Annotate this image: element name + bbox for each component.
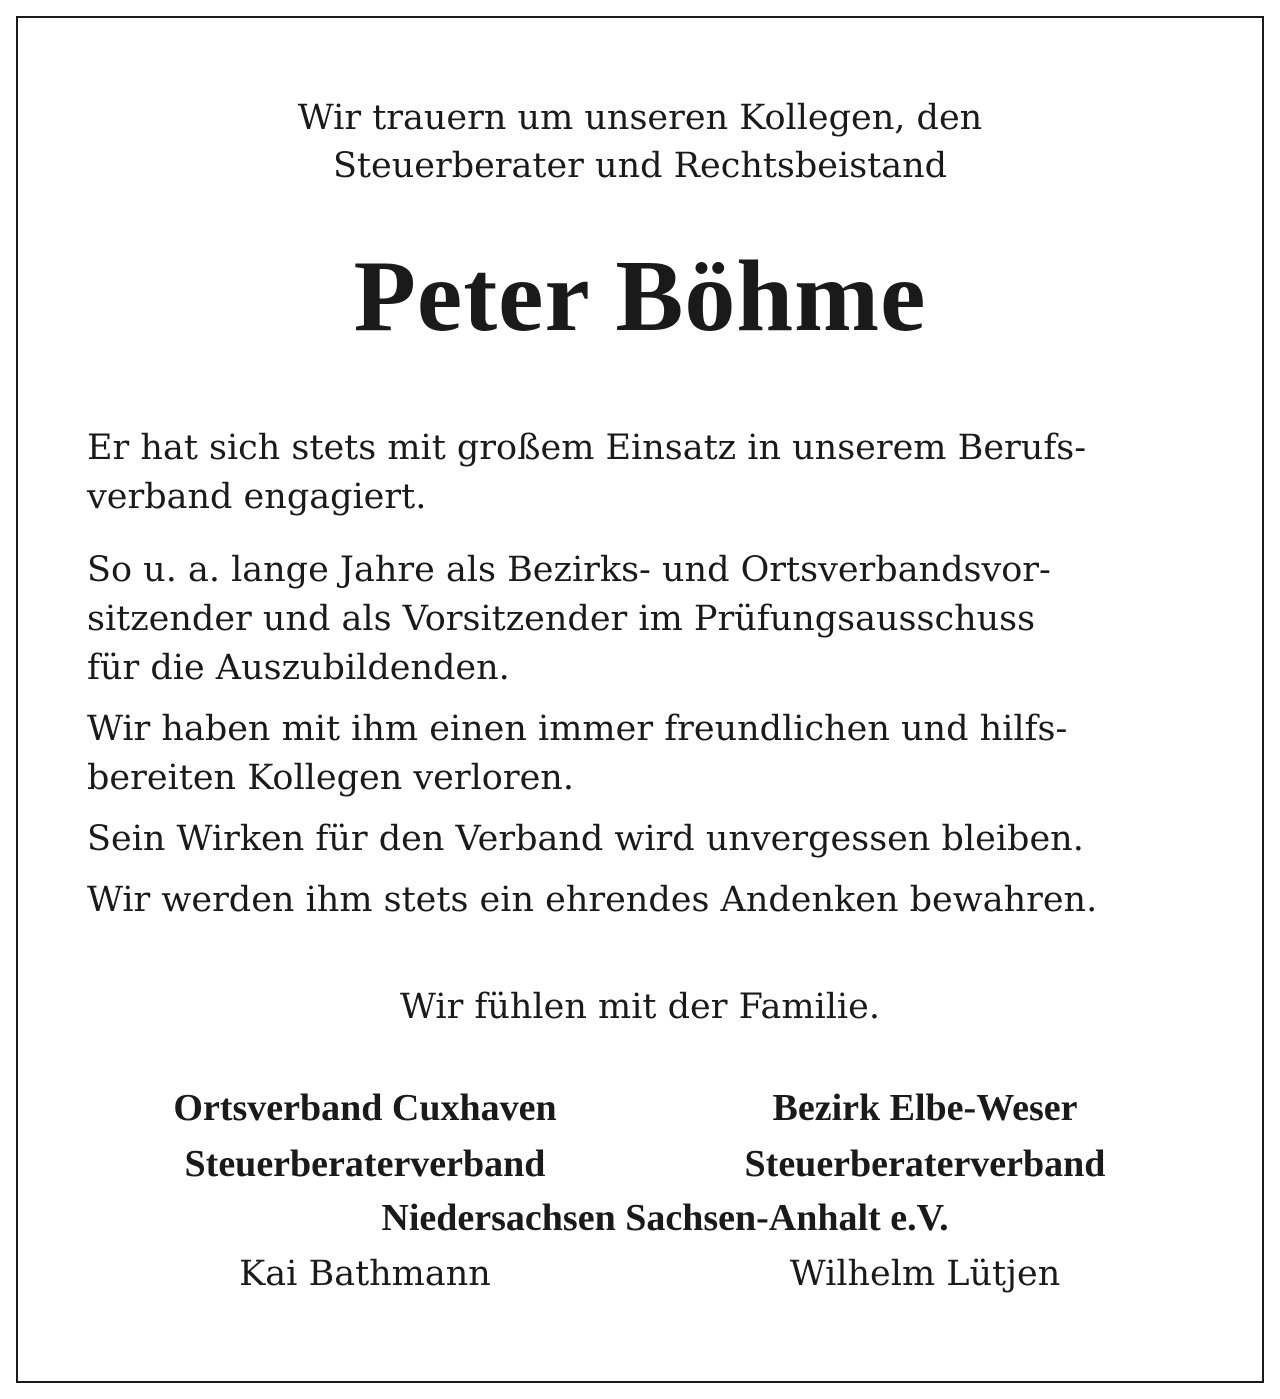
body-line: Sein Wirken für den Verband wird unvergessen bleiben.: [87, 819, 1084, 859]
body-line: sitzender und als Vorsitzender im Prüfungsausschuss: [87, 599, 1036, 639]
intro-line-1: Wir trauern um unseren Kollegen, den: [297, 98, 983, 138]
right-org-line-1: Bezirk Elbe-Weser: [772, 1087, 1078, 1129]
closing-line: Wir fühlen mit der Familie.: [400, 987, 880, 1027]
left-org-line-1: Ortsverband Cuxhaven: [173, 1087, 557, 1129]
body-line: verband engagiert.: [87, 477, 427, 517]
right-org-line-2: Steuerberaterverband: [744, 1143, 1106, 1185]
body-line: bereiten Kollegen verloren.: [87, 758, 574, 798]
shared-org-line-3: Niedersachsen Sachsen-Anhalt e.V.: [381, 1197, 949, 1239]
body-line: Wir haben mit ihm einen immer freundlichen und hilfs-: [87, 709, 1068, 749]
left-org-line-2: Steuerberaterverband: [184, 1143, 546, 1185]
body-line: für die Auszubildenden.: [87, 648, 510, 688]
deceased-name: Peter Böhme: [353, 240, 927, 353]
body-line: Er hat sich stets mit großem Einsatz in unserem Berufs-: [87, 428, 1087, 468]
left-signatory: Kai Bathmann: [239, 1254, 491, 1294]
body-line: Wir werden ihm stets ein ehrendes Andenken bewahren.: [87, 880, 1098, 920]
right-signatory: Wilhelm Lütjen: [789, 1254, 1061, 1294]
body-line: So u. a. lange Jahre als Bezirks- und Ortsverbandsvor-: [87, 550, 1051, 590]
intro-line-2: Steuerberater und Rechtsbeistand: [332, 146, 948, 186]
